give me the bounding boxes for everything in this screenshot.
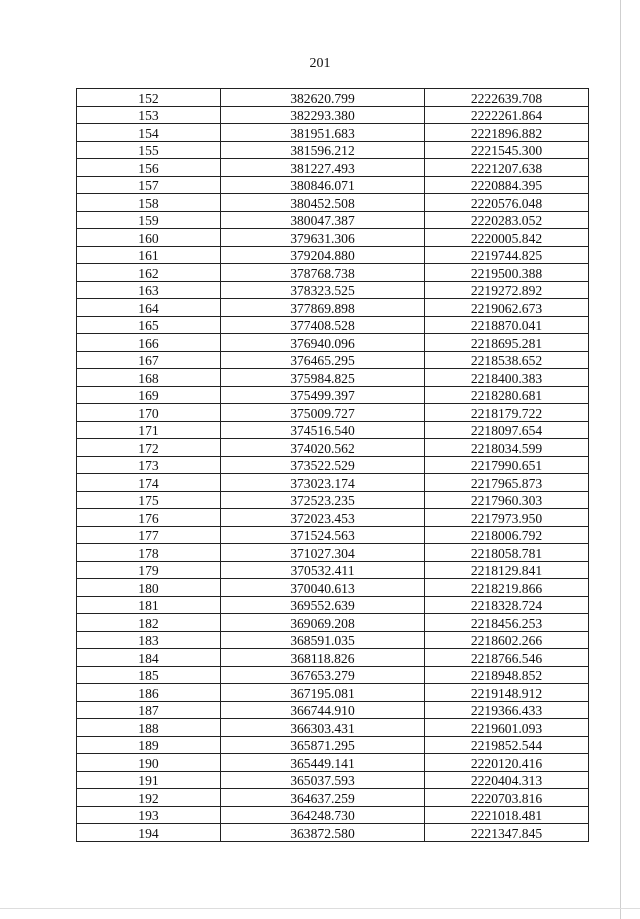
- table-row: [77, 386, 589, 404]
- y-coordinate-cell: 2221545.300: [425, 141, 589, 159]
- point-number-cell: 186: [77, 684, 221, 702]
- table-row: [77, 544, 589, 562]
- table-row: [77, 754, 589, 772]
- point-number-cell: 191: [77, 771, 221, 789]
- y-coordinate-cell: 2218280.681: [425, 386, 589, 404]
- table-row: [77, 316, 589, 334]
- x-coordinate-cell: 381951.683: [221, 124, 425, 142]
- x-coordinate-cell: 379631.306: [221, 229, 425, 247]
- coordinate-table: [76, 88, 589, 842]
- y-coordinate-cell: 2219500.388: [425, 264, 589, 282]
- table-row: [77, 299, 589, 317]
- point-number-cell: 159: [77, 211, 221, 229]
- point-number-cell: 183: [77, 631, 221, 649]
- x-coordinate-cell: 380047.387: [221, 211, 425, 229]
- x-coordinate-cell: 365871.295: [221, 736, 425, 754]
- table-row: [77, 176, 589, 194]
- x-coordinate-cell: 366303.431: [221, 719, 425, 737]
- point-number-cell: 177: [77, 526, 221, 544]
- y-coordinate-cell: 2220404.313: [425, 771, 589, 789]
- table-row: [77, 631, 589, 649]
- y-coordinate-cell: 2218219.866: [425, 579, 589, 597]
- table-row: [77, 561, 589, 579]
- x-coordinate-cell: 370532.411: [221, 561, 425, 579]
- point-number-cell: 175: [77, 491, 221, 509]
- point-number-cell: 155: [77, 141, 221, 159]
- y-coordinate-cell: 2220703.816: [425, 789, 589, 807]
- x-coordinate-cell: 382293.380: [221, 106, 425, 124]
- y-coordinate-cell: 2221347.845: [425, 824, 589, 842]
- table-row: [77, 281, 589, 299]
- y-coordinate-cell: 2218400.383: [425, 369, 589, 387]
- y-coordinate-cell: 2219272.892: [425, 281, 589, 299]
- point-number-cell: 181: [77, 596, 221, 614]
- table-row: [77, 789, 589, 807]
- x-coordinate-cell: 377408.528: [221, 316, 425, 334]
- point-number-cell: 170: [77, 404, 221, 422]
- y-coordinate-cell: 2218948.852: [425, 666, 589, 684]
- point-number-cell: 163: [77, 281, 221, 299]
- y-coordinate-cell: 2218602.266: [425, 631, 589, 649]
- y-coordinate-cell: 2217965.873: [425, 474, 589, 492]
- table-row: [77, 334, 589, 352]
- point-number-cell: 174: [77, 474, 221, 492]
- table-row: [77, 159, 589, 177]
- y-coordinate-cell: 2220120.416: [425, 754, 589, 772]
- point-number-cell: 189: [77, 736, 221, 754]
- table-row: [77, 806, 589, 824]
- point-number-cell: 182: [77, 614, 221, 632]
- table-row: [77, 421, 589, 439]
- y-coordinate-cell: 2219852.544: [425, 736, 589, 754]
- point-number-cell: 167: [77, 351, 221, 369]
- x-coordinate-cell: 364637.259: [221, 789, 425, 807]
- point-number-cell: 180: [77, 579, 221, 597]
- point-number-cell: 164: [77, 299, 221, 317]
- table-row: [77, 124, 589, 142]
- table-row: [77, 526, 589, 544]
- table-row: [77, 719, 589, 737]
- y-coordinate-cell: 2218034.599: [425, 439, 589, 457]
- page-number: 201: [309, 56, 331, 71]
- y-coordinate-cell: 2218058.781: [425, 544, 589, 562]
- point-number-cell: 156: [77, 159, 221, 177]
- y-coordinate-cell: 2217960.303: [425, 491, 589, 509]
- y-coordinate-cell: 2222261.864: [425, 106, 589, 124]
- point-number-cell: 158: [77, 194, 221, 212]
- y-coordinate-cell: 2220576.048: [425, 194, 589, 212]
- table-row: [77, 246, 589, 264]
- y-coordinate-cell: 2219062.673: [425, 299, 589, 317]
- y-coordinate-cell: 2218006.792: [425, 526, 589, 544]
- x-coordinate-cell: 369069.208: [221, 614, 425, 632]
- point-number-cell: 160: [77, 229, 221, 247]
- x-coordinate-cell: 370040.613: [221, 579, 425, 597]
- x-coordinate-cell: 367653.279: [221, 666, 425, 684]
- x-coordinate-cell: 374516.540: [221, 421, 425, 439]
- x-coordinate-cell: 371027.304: [221, 544, 425, 562]
- table-row: [77, 684, 589, 702]
- y-coordinate-cell: 2218456.253: [425, 614, 589, 632]
- x-coordinate-cell: 378768.738: [221, 264, 425, 282]
- x-coordinate-cell: 367195.081: [221, 684, 425, 702]
- table-row: [77, 824, 589, 842]
- y-coordinate-cell: 2218097.654: [425, 421, 589, 439]
- x-coordinate-cell: 375499.397: [221, 386, 425, 404]
- y-coordinate-cell: 2221207.638: [425, 159, 589, 177]
- table-row: [77, 141, 589, 159]
- table-body: [77, 89, 589, 842]
- point-number-cell: 193: [77, 806, 221, 824]
- y-coordinate-cell: 2217990.651: [425, 456, 589, 474]
- x-coordinate-cell: 376940.096: [221, 334, 425, 352]
- x-coordinate-cell: 373522.529: [221, 456, 425, 474]
- y-coordinate-cell: 2218870.041: [425, 316, 589, 334]
- y-coordinate-cell: 2218766.546: [425, 649, 589, 667]
- table-row: [77, 509, 589, 527]
- table-row: [77, 456, 589, 474]
- table-row: [77, 666, 589, 684]
- x-coordinate-cell: 372023.453: [221, 509, 425, 527]
- y-coordinate-cell: 2221896.882: [425, 124, 589, 142]
- point-number-cell: 161: [77, 246, 221, 264]
- y-coordinate-cell: 2218328.724: [425, 596, 589, 614]
- point-number-cell: 168: [77, 369, 221, 387]
- x-coordinate-cell: 381227.493: [221, 159, 425, 177]
- x-coordinate-cell: 374020.562: [221, 439, 425, 457]
- x-coordinate-cell: 364248.730: [221, 806, 425, 824]
- x-coordinate-cell: 373023.174: [221, 474, 425, 492]
- point-number-cell: 172: [77, 439, 221, 457]
- y-coordinate-cell: 2221018.481: [425, 806, 589, 824]
- x-coordinate-cell: 371524.563: [221, 526, 425, 544]
- point-number-cell: 190: [77, 754, 221, 772]
- y-coordinate-cell: 2219744.825: [425, 246, 589, 264]
- table-row: [77, 106, 589, 124]
- point-number-cell: 173: [77, 456, 221, 474]
- point-number-cell: 176: [77, 509, 221, 527]
- y-coordinate-cell: 2220884.395: [425, 176, 589, 194]
- table-row: [77, 264, 589, 282]
- point-number-cell: 166: [77, 334, 221, 352]
- table-row: [77, 404, 589, 422]
- table-row: [77, 701, 589, 719]
- x-coordinate-cell: 368118.826: [221, 649, 425, 667]
- y-coordinate-cell: 2219366.433: [425, 701, 589, 719]
- x-coordinate-cell: 380452.508: [221, 194, 425, 212]
- point-number-cell: 184: [77, 649, 221, 667]
- point-number-cell: 162: [77, 264, 221, 282]
- table-row: [77, 369, 589, 387]
- table-row: [77, 474, 589, 492]
- y-coordinate-cell: 2218695.281: [425, 334, 589, 352]
- table-row: [77, 211, 589, 229]
- x-coordinate-cell: 377869.898: [221, 299, 425, 317]
- x-coordinate-cell: 365449.141: [221, 754, 425, 772]
- y-coordinate-cell: 2217973.950: [425, 509, 589, 527]
- table-row: [77, 194, 589, 212]
- point-number-cell: 188: [77, 719, 221, 737]
- table-row: [77, 491, 589, 509]
- table-row: [77, 596, 589, 614]
- y-coordinate-cell: 2219148.912: [425, 684, 589, 702]
- y-coordinate-cell: 2218179.722: [425, 404, 589, 422]
- x-coordinate-cell: 379204.880: [221, 246, 425, 264]
- point-number-cell: 153: [77, 106, 221, 124]
- y-coordinate-cell: 2220005.842: [425, 229, 589, 247]
- table-row: [77, 229, 589, 247]
- x-coordinate-cell: 375009.727: [221, 404, 425, 422]
- table-row: [77, 89, 589, 107]
- point-number-cell: 185: [77, 666, 221, 684]
- x-coordinate-cell: 368591.035: [221, 631, 425, 649]
- y-coordinate-cell: 2219601.093: [425, 719, 589, 737]
- table-row: [77, 439, 589, 457]
- point-number-cell: 169: [77, 386, 221, 404]
- point-number-cell: 187: [77, 701, 221, 719]
- point-number-cell: 165: [77, 316, 221, 334]
- table-row: [77, 771, 589, 789]
- x-coordinate-cell: 378323.525: [221, 281, 425, 299]
- x-coordinate-cell: 381596.212: [221, 141, 425, 159]
- scan-bottom-line: [0, 908, 640, 909]
- point-number-cell: 178: [77, 544, 221, 562]
- x-coordinate-cell: 380846.071: [221, 176, 425, 194]
- x-coordinate-cell: 376465.295: [221, 351, 425, 369]
- point-number-cell: 152: [77, 89, 221, 107]
- point-number-cell: 157: [77, 176, 221, 194]
- x-coordinate-cell: 365037.593: [221, 771, 425, 789]
- y-coordinate-cell: 2218538.652: [425, 351, 589, 369]
- x-coordinate-cell: 363872.580: [221, 824, 425, 842]
- point-number-cell: 171: [77, 421, 221, 439]
- scan-margin-line: [620, 0, 621, 919]
- table-row: [77, 351, 589, 369]
- y-coordinate-cell: 2218129.841: [425, 561, 589, 579]
- point-number-cell: 179: [77, 561, 221, 579]
- point-number-cell: 194: [77, 824, 221, 842]
- table-row: [77, 649, 589, 667]
- x-coordinate-cell: 375984.825: [221, 369, 425, 387]
- x-coordinate-cell: 369552.639: [221, 596, 425, 614]
- table-row: [77, 614, 589, 632]
- x-coordinate-cell: 366744.910: [221, 701, 425, 719]
- point-number-cell: 154: [77, 124, 221, 142]
- point-number-cell: 192: [77, 789, 221, 807]
- y-coordinate-cell: 2220283.052: [425, 211, 589, 229]
- table-row: [77, 579, 589, 597]
- x-coordinate-cell: 382620.799: [221, 89, 425, 107]
- y-coordinate-cell: 2222639.708: [425, 89, 589, 107]
- table-row: [77, 736, 589, 754]
- x-coordinate-cell: 372523.235: [221, 491, 425, 509]
